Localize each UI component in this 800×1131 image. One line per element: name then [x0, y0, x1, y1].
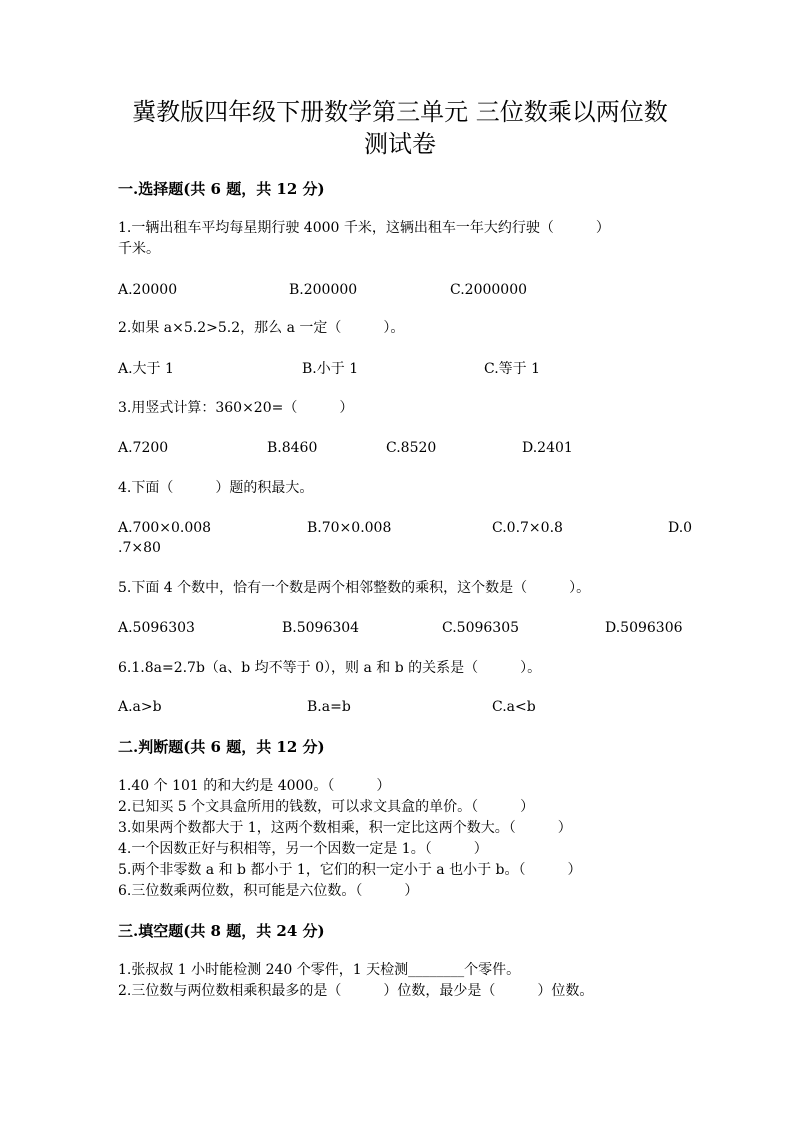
page-title: [80, 96, 720, 160]
judge-item-1: 1.40 个 101 的和大约是 4000。（ ）: [118, 778, 391, 794]
title-line-2: 测试卷: [364, 130, 436, 158]
q4-option-a: A.700×0.008: [118, 520, 212, 536]
q4-stem: 4.下面（ ）题的积最大。: [118, 480, 314, 496]
q3-stem: 3.用竖式计算：360×20=（ ）: [118, 400, 354, 416]
q6-option-c: C.a<b: [492, 699, 536, 715]
q3-option-a: A.7200: [118, 440, 169, 456]
q5-option-c: C.5096305: [442, 620, 520, 636]
q5-stem: 5.下面 4 个数中，恰有一个数是两个相邻整数的乘积，这个数是（ ）。: [118, 580, 591, 596]
judge-item-2: 2.已知买 5 个文具盒所用的钱数，可以求文具盒的单价。（ ）: [118, 799, 535, 815]
q2-stem: 2.如果 a×5.2>5.2，那么 a 一定（ ）。: [118, 320, 405, 336]
judge-item-4: 4.一个因数正好与积相等，另一个因数一定是 1。（ ）: [118, 841, 488, 857]
q5-option-b: B.5096304: [282, 620, 360, 636]
q4-option-c: C.0.7×0.8: [492, 520, 563, 536]
q6-option-a: A.a>b: [118, 699, 162, 715]
q6-option-b: B.a=b: [307, 699, 351, 715]
q1-stem-line-2: 千米。: [118, 241, 160, 257]
judge-item-5: 5.两个非零数 a 和 b 都小于 1，它们的积一定小于 a 也小于 b。（ ）: [118, 862, 582, 878]
q4-option-d-wrap: .7×80: [118, 540, 161, 556]
q4-option-d: D.0: [668, 520, 693, 536]
q4-option-b: B.70×0.008: [307, 520, 392, 536]
q2-option-c: C.等于 1: [484, 361, 541, 377]
section-2-heading: 二.判断题(共 6 题，共 12 分): [118, 738, 325, 756]
q3-option-d: D.2401: [522, 440, 573, 456]
q1-option-b: B.200000: [289, 282, 358, 298]
q3-option-c: C.8520: [386, 440, 437, 456]
q2-option-a: A.大于 1: [118, 361, 174, 377]
fill-item-1: 1.张叔叔 1 小时能检测 240 个零件，1 天检测________个零件。: [118, 962, 521, 978]
q5-option-a: A.5096303: [118, 620, 195, 636]
q3-option-b: B.8460: [267, 440, 318, 456]
q6-stem: 6.1.8a=2.7b（a、b 均不等于 0），则 a 和 b 的关系是（ ）。: [118, 660, 542, 676]
q1-option-a: A.20000: [118, 282, 178, 298]
q1-stem-line-1: 1.一辆出租车平均每星期行驶 4000 千米，这辆出租车一年大约行驶（ ）: [118, 220, 610, 236]
q1-option-c: C.2000000: [450, 282, 528, 298]
section-1-heading: 一.选择题(共 6 题，共 12 分): [118, 180, 325, 198]
title-line-1: 冀教版四年级下册数学第三单元 三位数乘以两位数: [132, 98, 668, 126]
q5-option-d: D.5096306: [605, 620, 683, 636]
judge-item-6: 6.三位数乘两位数，积可能是六位数。（ ）: [118, 883, 419, 899]
fill-item-2: 2.三位数与两位数相乘积最多的是（ ）位数，最少是（ ）位数。: [118, 983, 594, 999]
judge-item-3: 3.如果两个数都大于 1，这两个数相乘，积一定比这两个数大。（ ）: [118, 820, 572, 836]
section-3-heading: 三.填空题(共 8 题，共 24 分): [118, 922, 325, 940]
q2-option-b: B.小于 1: [302, 361, 359, 377]
